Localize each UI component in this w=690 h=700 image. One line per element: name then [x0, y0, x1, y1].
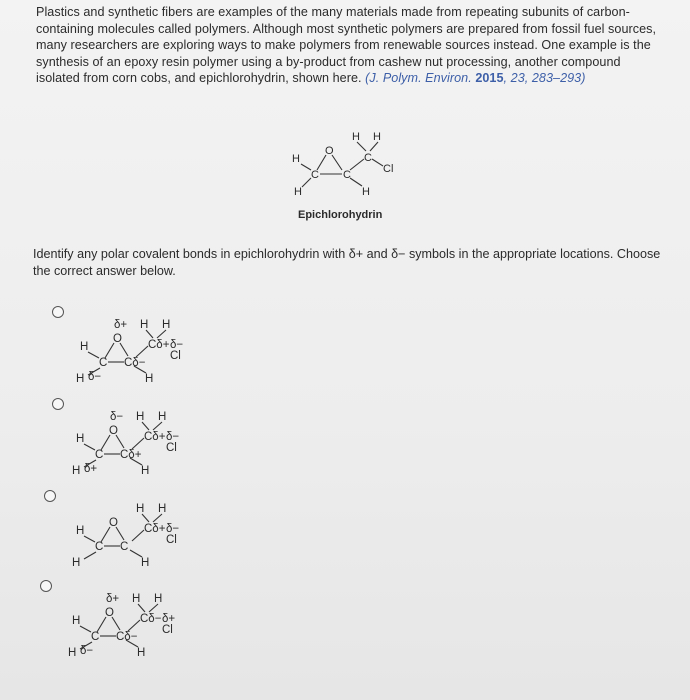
atom-cl: Cl — [170, 350, 181, 362]
oxygen-partial-charge: δ+ — [106, 593, 120, 605]
atom-o: O — [325, 145, 334, 157]
citation[interactable]: (J. Polym. Environ. 2015, 23, 283–293) — [365, 71, 586, 85]
atom-c: C — [364, 152, 372, 164]
answer-radio-3[interactable] — [44, 490, 56, 502]
intro-paragraph — [36, 4, 666, 87]
atom-h: H — [136, 503, 145, 515]
atom-h: H — [136, 411, 145, 423]
atom-h: H — [162, 319, 171, 331]
atom-h: H — [158, 411, 167, 423]
atom-cl: Cl — [383, 163, 394, 175]
oxygen-partial-charge: δ− — [110, 411, 124, 423]
atom-h: H — [80, 341, 89, 353]
atom-h: H — [72, 465, 81, 477]
atom-h: H — [154, 593, 163, 605]
answer-radio-4[interactable] — [40, 580, 52, 592]
atom-h: H — [72, 615, 81, 627]
cl-partial-charge: δ− — [166, 431, 180, 443]
atom-h: H — [373, 131, 381, 143]
c3-label: Cδ+ — [148, 339, 170, 351]
atom-h: H — [362, 186, 370, 198]
answer-option-2-structure[interactable] — [62, 402, 202, 482]
c1-partial-charge: δ− — [88, 371, 102, 383]
molecule-name: Epichlorohydrin — [298, 209, 383, 221]
c2-label: Cδ− — [124, 357, 146, 369]
question-text: Identify any polar covalent bonds in epichlorohydrin with δ+ and δ− symbols in the appropriate locations. Choose the correct answer below. — [33, 247, 661, 278]
cl-partial-charge: δ+ — [162, 613, 176, 625]
atom-o: O — [105, 607, 114, 619]
atom-h: H — [132, 593, 141, 605]
atom-c: C — [91, 631, 100, 643]
atom-h: H — [72, 557, 81, 569]
cl-partial-charge: δ− — [166, 523, 180, 535]
answer-radio-1[interactable] — [52, 306, 64, 318]
atom-h: H — [137, 647, 146, 659]
epichlorohydrin-structure — [280, 124, 420, 224]
atom-h: H — [141, 465, 150, 477]
atom-c: C — [343, 169, 351, 181]
c3-label: Cδ− — [140, 613, 162, 625]
answer-option-4-structure[interactable] — [58, 584, 198, 664]
intro-text: Plastics and synthetic fibers are examples of the many materials made from repeating subunits of carbon-containing molecules called polymers. Although most synthetic polymers are prepared from fossil fuel sources, many researchers are exploring ways to make polymers from renewable sources instead. One example is the synthesis of an epoxy resin polymer using a by-product from cashew nut processing, another compound isolated from corn cobs, and epichlorohydrin, shown here. — [36, 5, 657, 85]
atom-c: C — [99, 357, 108, 369]
atom-cl: Cl — [166, 442, 177, 454]
atom-c: C — [311, 169, 319, 181]
atom-h: H — [145, 373, 154, 385]
c1-partial-charge: δ+ — [84, 463, 98, 475]
atom-o: O — [109, 517, 118, 529]
atom-h: H — [158, 503, 167, 515]
answer-option-3-structure[interactable] — [62, 494, 202, 574]
atom-h: H — [352, 131, 360, 143]
atom-c: C — [95, 541, 104, 553]
atom-h: H — [141, 557, 150, 569]
atom-h: H — [294, 186, 302, 198]
atom-c: C — [95, 449, 104, 461]
atom-h: H — [140, 319, 149, 331]
atom-h: H — [76, 525, 85, 537]
c2-label: C — [120, 541, 129, 553]
atom-cl: Cl — [166, 534, 177, 546]
c3-label: Cδ+ — [144, 523, 166, 535]
c2-label: Cδ− — [116, 631, 138, 643]
atom-h: H — [292, 153, 300, 165]
c1-partial-charge: δ− — [80, 645, 94, 657]
atom-h: H — [76, 373, 85, 385]
cl-partial-charge: δ− — [170, 339, 184, 351]
oxygen-partial-charge: δ+ — [114, 319, 128, 331]
atom-o: O — [113, 333, 122, 345]
c3-label: Cδ+ — [144, 431, 166, 443]
atom-cl: Cl — [162, 624, 173, 636]
atom-h: H — [76, 433, 85, 445]
answer-option-1-structure[interactable] — [66, 310, 206, 390]
atom-o: O — [109, 425, 118, 437]
atom-h: H — [68, 647, 77, 659]
c2-label: Cδ+ — [120, 449, 142, 461]
